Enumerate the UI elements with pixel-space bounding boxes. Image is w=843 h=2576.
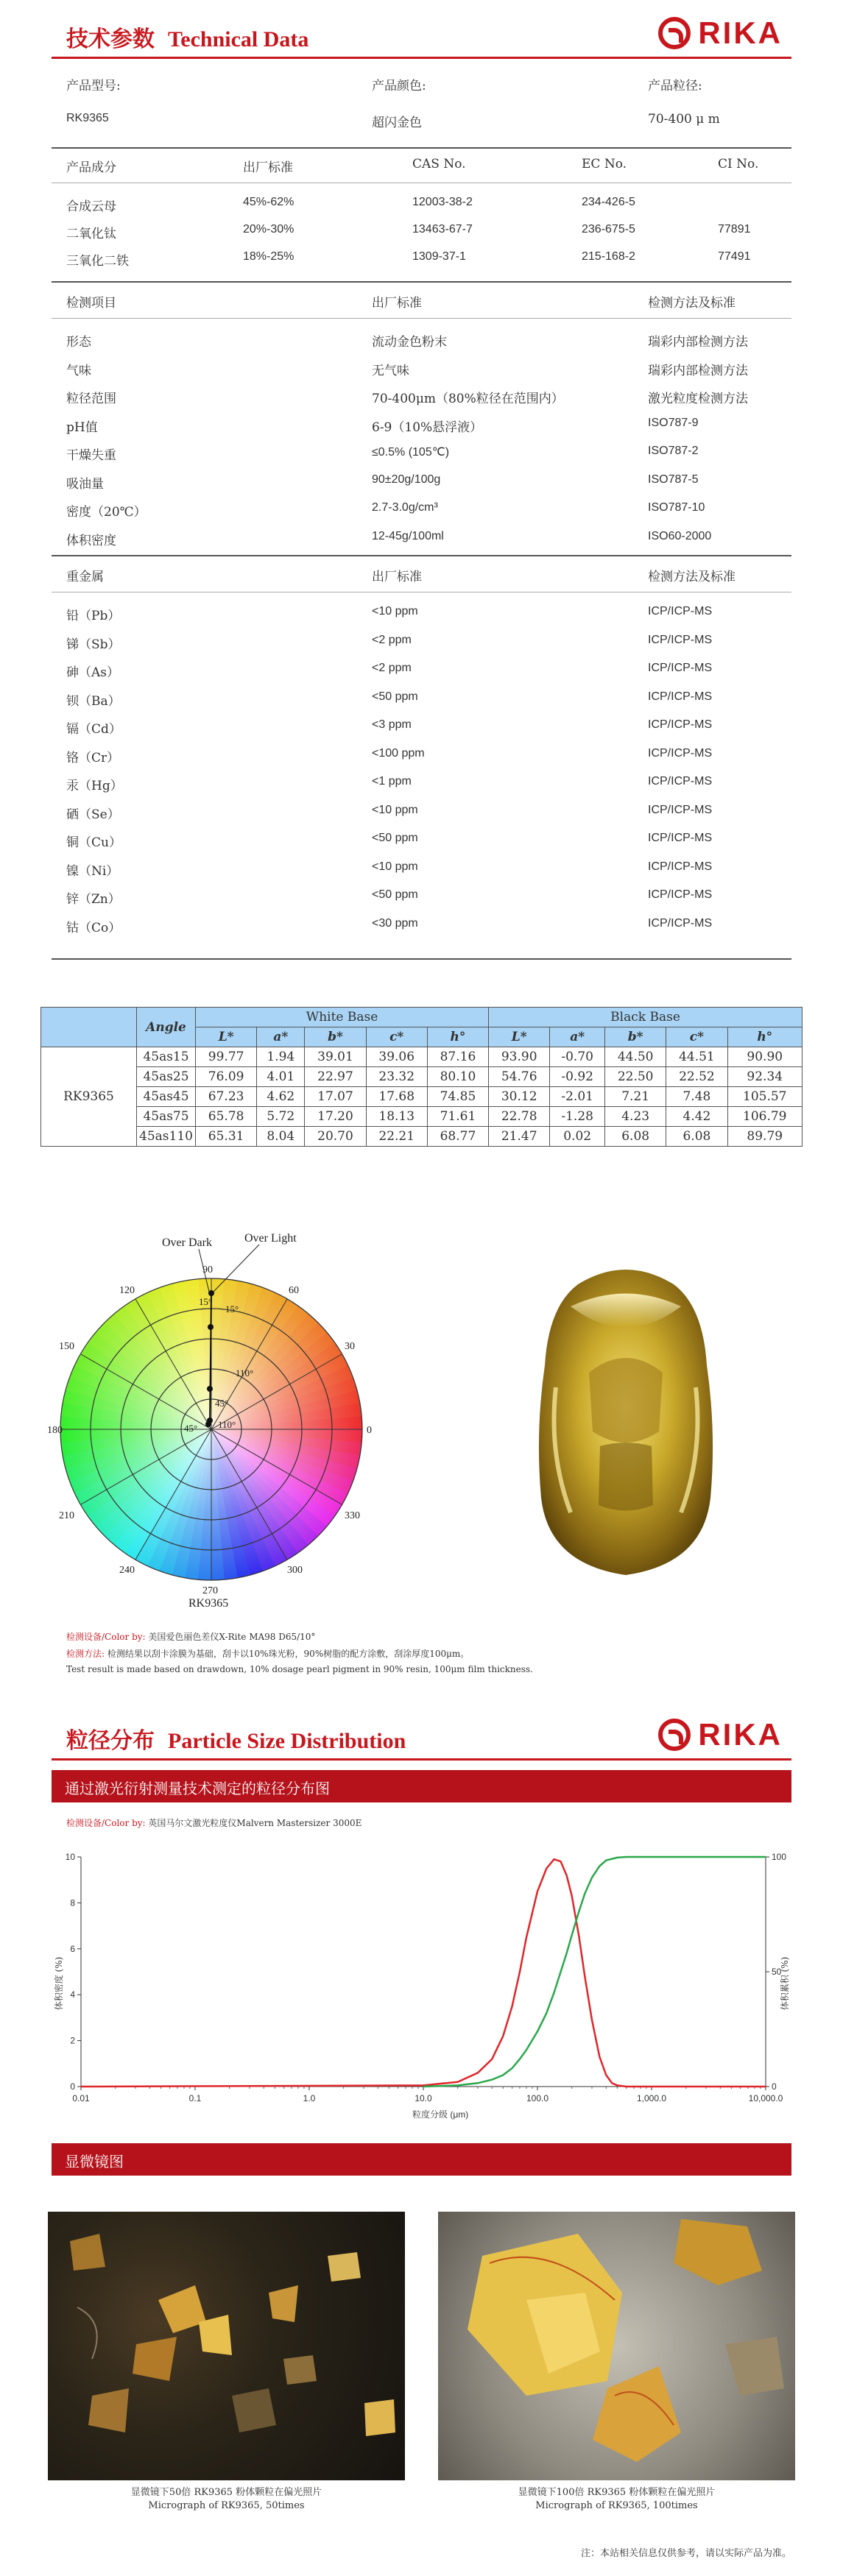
over-light-label: Over Light (244, 1232, 297, 1245)
angle-cell: 45as45 (137, 1087, 196, 1107)
color-label: 产品颜色: (372, 79, 426, 93)
divider (52, 147, 791, 149)
color-value: 超闪金色 (372, 116, 422, 130)
metals-header: 检测方法及标准 (648, 570, 736, 584)
psd-chart (52, 1844, 795, 2123)
y-tick-label-left: 6 (70, 1943, 75, 1954)
value-cell: 18.13 (366, 1107, 427, 1127)
caption-cn: 显微镜下100倍 RK9365 粉体颗粒在偏光照片 (518, 2487, 716, 2498)
value-cell: 8.04 (257, 1127, 305, 1147)
caption-cn: 显微镜下50倍 RK9365 粉体颗粒在偏光照片 (130, 2487, 322, 2498)
value-cell: 44.50 (605, 1047, 666, 1067)
comp-cell: 13463-67-7 (412, 223, 473, 236)
metal-cell: 汞（Hg） (66, 779, 123, 793)
header-rule (52, 57, 791, 59)
tech-data-header (52, 7, 791, 59)
metal-cell: <2 ppm (372, 633, 412, 646)
value-cell: 4.62 (257, 1087, 305, 1107)
logo-text: RIKA (698, 15, 783, 50)
micrograph-100x-image (438, 2212, 795, 2480)
metal-cell: <100 ppm (372, 746, 425, 760)
x-tick-label: 1.0 (303, 2093, 316, 2103)
metal-cell: 锌（Zn） (66, 892, 121, 907)
metal-cell: <10 ppm (372, 860, 418, 873)
mark-15-light: 15° (225, 1303, 239, 1314)
value-cell: 90.90 (727, 1047, 802, 1067)
mark-45-b: 45° (184, 1423, 198, 1434)
test-cell: 激光粒度检测方法 (648, 392, 748, 406)
value-cell: 22.97 (305, 1067, 366, 1087)
color-col-header: h° (427, 1027, 488, 1047)
metal-cell: 钡（Ba） (66, 693, 121, 709)
comp-cell: 20%-30% (243, 223, 294, 236)
value-cell: -0.70 (550, 1047, 605, 1067)
value-cell: 106.79 (727, 1107, 802, 1127)
blank-cell (41, 1008, 137, 1047)
value-cell: 87.16 (427, 1047, 488, 1067)
value-cell: 92.34 (727, 1067, 802, 1087)
test-cell: 90±20g/100g (372, 473, 441, 486)
logo-text: RIKA (698, 1717, 783, 1752)
value-cell: -2.01 (550, 1087, 605, 1107)
white-base-header: White Base (196, 1008, 489, 1027)
equip-label: 检测设备/Color by: (66, 1632, 146, 1642)
metal-cell: 锑（Sb） (66, 637, 121, 652)
angle-30: 30 (345, 1341, 355, 1352)
value-cell: 65.31 (196, 1127, 257, 1147)
x-tick-label: 10,000.0 (748, 2093, 783, 2103)
color-wheel (47, 1225, 398, 1610)
value-cell: 23.32 (366, 1067, 427, 1087)
value-cell: 6.08 (605, 1127, 666, 1147)
title-en: Technical Data (168, 27, 309, 52)
rika-logo (658, 16, 783, 50)
title-cn: 技术参数 (66, 26, 155, 52)
rika-logo (658, 1718, 783, 1752)
angle-cell: 45as25 (137, 1067, 196, 1087)
metal-cell: ICP/ICP-MS (648, 775, 713, 788)
footer-note: 注：本站相关信息仅供参考，请以实际产品为准。 (580, 2548, 791, 2559)
metal-cell: <50 ppm (372, 690, 418, 703)
test-cell: 12-45g/100ml (372, 529, 444, 542)
x-axis-label: 粒度分级 (μm) (412, 2109, 469, 2120)
equipment-note (66, 1630, 315, 1643)
angle-180: 180 (47, 1425, 63, 1436)
x-tick-label: 100.0 (526, 2093, 549, 2103)
test-cell: 粒径范围 (66, 392, 116, 406)
method-value: 检测结果以刮卡涂膜为基础，刮卡以10%珠光粉，90%树脂的配方涂敷，刮涂厚度100μm。 (107, 1649, 470, 1659)
metal-cell: <50 ppm (372, 832, 418, 844)
value-cell: 4.23 (605, 1107, 666, 1127)
angle-cell: 45as110 (137, 1127, 196, 1147)
metal-cell: 镍（Ni） (66, 863, 119, 879)
metal-cell: <10 ppm (372, 605, 418, 618)
test-cell: 形态 (66, 335, 91, 350)
value-cell: 30.12 (489, 1087, 550, 1107)
value-cell: 20.70 (305, 1127, 366, 1147)
angle-60: 60 (289, 1285, 299, 1296)
mark-110-b: 110° (218, 1419, 236, 1430)
table-row (41, 1087, 803, 1107)
metal-cell: 铅（Pb） (66, 609, 121, 623)
test-cell: ISO787-5 (648, 473, 699, 486)
value-cell: 17.20 (305, 1107, 366, 1127)
value-cell: 1.94 (257, 1047, 305, 1067)
y-tick-label-left: 2 (70, 2035, 75, 2046)
volume-density-line (81, 1859, 766, 2087)
test-cell: 6-9（10%悬浮液） (372, 420, 483, 435)
mark-110: 110° (236, 1367, 254, 1379)
model-label: 产品型号: (66, 79, 121, 93)
angle-240: 240 (119, 1565, 135, 1576)
table-row (41, 1047, 803, 1067)
micrograph-100x (438, 2212, 795, 2480)
color-col-header: a* (257, 1027, 305, 1047)
y-tick-label-right: 0 (772, 2081, 777, 2092)
metal-cell: ICP/ICP-MS (648, 803, 713, 816)
metal-cell: 硒（Se） (66, 807, 120, 822)
method-note (66, 1647, 469, 1660)
value-cell: 17.68 (366, 1087, 427, 1107)
micrograph-50x (48, 2212, 405, 2480)
equip-value: 英国马尔文激光粒度仪Malvern Mastersizer 3000E (148, 1818, 362, 1828)
value-cell: 7.21 (605, 1087, 666, 1107)
divider (52, 555, 791, 556)
psd-equipment-note (66, 1816, 361, 1829)
color-col-header: L* (196, 1027, 257, 1047)
value-cell: -0.92 (550, 1067, 605, 1087)
rika-r-icon (658, 17, 691, 49)
value-cell: 4.42 (666, 1107, 727, 1127)
comp-header: 产品成分 (66, 160, 116, 175)
test-cell: 吸油量 (66, 476, 104, 492)
title-cn: 粒径分布 (66, 1728, 155, 1754)
metal-cell: <30 ppm (372, 916, 418, 930)
metal-cell: 铜（Cu） (66, 835, 121, 850)
metals-header: 出厂标准 (372, 570, 422, 584)
angle-header: Angle (137, 1008, 196, 1047)
value-cell: 6.08 (666, 1127, 727, 1147)
value-cell: -1.28 (550, 1107, 605, 1127)
test-cell: 瑞彩内部检测方法 (648, 363, 748, 378)
comp-cell: 合成云母 (66, 199, 116, 214)
value-cell: 65.78 (196, 1107, 257, 1127)
tech-data-title (66, 21, 308, 53)
angle-cell: 45as15 (137, 1047, 196, 1067)
y-tick-label-left: 0 (70, 2081, 75, 2092)
value-cell: 76.09 (196, 1067, 257, 1087)
tests-header: 出厂标准 (372, 296, 422, 311)
metal-cell: 镉（Cd） (66, 722, 121, 737)
y-tick-label-left: 10 (65, 1852, 75, 1862)
value-cell: 89.79 (727, 1127, 802, 1147)
tests-header: 检测方法及标准 (648, 296, 736, 311)
comp-cell: 77491 (718, 250, 751, 263)
color-col-header: c* (366, 1027, 427, 1047)
value-cell: 99.77 (196, 1047, 257, 1067)
color-col-header: b* (305, 1027, 366, 1047)
x-tick-label: 1,000.0 (636, 2093, 667, 2103)
title-en: Particle Size Distribution (168, 1729, 406, 1753)
metal-cell: ICP/ICP-MS (648, 718, 713, 731)
value-cell: 22.21 (366, 1127, 427, 1147)
psd-chart-svg (52, 1844, 795, 2123)
metal-cell: ICP/ICP-MS (648, 746, 713, 760)
comp-header: EC No. (582, 157, 627, 171)
psd-header (52, 1709, 791, 1761)
micrograph-50x-caption (48, 2486, 405, 2513)
test-cell: 体积密度 (66, 533, 116, 548)
value-cell: 105.57 (727, 1087, 802, 1107)
value-cell: 7.48 (666, 1087, 727, 1107)
metal-cell: ICP/ICP-MS (648, 832, 713, 844)
value-cell: 54.76 (489, 1067, 550, 1087)
metal-cell: <1 ppm (372, 775, 412, 788)
micrograph-50x-image (48, 2212, 405, 2480)
angle-270: 270 (202, 1585, 218, 1596)
value-cell: 22.50 (605, 1067, 666, 1087)
comp-cell: 12003-38-2 (412, 196, 473, 208)
model-value: RK9365 (66, 112, 109, 124)
metal-cell: <2 ppm (372, 662, 412, 674)
angle-0: 0 (367, 1425, 372, 1436)
tests-header: 检测项目 (66, 296, 116, 311)
metal-cell: 钴（Co） (66, 920, 121, 935)
value-cell: 39.06 (366, 1047, 427, 1067)
angle-90: 90 (202, 1264, 213, 1275)
comp-cell: 18%-25% (243, 250, 294, 263)
car-sample-graphic (526, 1262, 725, 1579)
value-cell: 4.01 (257, 1067, 305, 1087)
metal-cell: <50 ppm (372, 888, 418, 901)
value-cell: 22.52 (666, 1067, 727, 1087)
size-label: 产品粒径: (648, 79, 702, 93)
test-cell: ISO60-2000 (648, 529, 712, 542)
wheel-caption: RK9365 (188, 1597, 229, 1610)
metal-cell: ICP/ICP-MS (648, 860, 713, 873)
divider (52, 958, 791, 960)
comp-header: CI No. (718, 157, 759, 171)
mark-45: 45° (215, 1398, 229, 1409)
color-data-table (40, 1007, 803, 1147)
y-tick-label-right: 50 (772, 1967, 782, 1977)
color-col-header: h° (727, 1027, 802, 1047)
test-cell: 无气味 (372, 363, 409, 378)
caption-en: Micrograph of RK9365, 100times (535, 2500, 698, 2511)
color-wheel-graphic (47, 1225, 398, 1610)
color-col-header: c* (666, 1027, 727, 1047)
car-color-sample (526, 1262, 725, 1579)
test-cell: pH值 (66, 420, 98, 435)
table-row (41, 1107, 803, 1127)
metal-cell: ICP/ICP-MS (648, 916, 713, 930)
table-row (41, 1127, 803, 1147)
black-base-header: Black Base (489, 1008, 803, 1027)
test-cell: 气味 (66, 363, 91, 378)
metal-cell: ICP/ICP-MS (648, 690, 713, 703)
test-cell: 密度（20℃） (66, 505, 147, 520)
comp-cell: 215-168-2 (582, 250, 635, 263)
value-cell: 74.85 (427, 1087, 488, 1107)
value-cell: 93.90 (489, 1047, 550, 1067)
size-value: 70-400 μ m (648, 112, 720, 127)
divider (52, 318, 791, 319)
micrograph-banner: 显微镜图 (52, 2143, 791, 2176)
x-tick-label: 0.01 (72, 2093, 90, 2103)
header-rule (52, 1758, 791, 1761)
divider (52, 281, 791, 283)
metal-cell: <3 ppm (372, 718, 412, 731)
color-col-header: b* (605, 1027, 666, 1047)
comp-cell: 77891 (718, 223, 751, 236)
angle-210: 210 (59, 1510, 74, 1521)
equip-label: 检测设备/Color by: (66, 1818, 146, 1828)
value-cell: 44.51 (666, 1047, 727, 1067)
product-cell: RK9365 (41, 1047, 137, 1147)
y-tick-label-left: 8 (70, 1897, 75, 1908)
comp-cell: 三氧化二铁 (66, 254, 129, 269)
psd-banner: 通过激光衍射测量技术测定的粒径分布图 (52, 1770, 791, 1802)
value-cell: 17.07 (305, 1087, 366, 1107)
method-note-en: Test result is made based on drawdown, 10% dosage pearl pigment in 90% resin, 100μm film thickness. (66, 1664, 533, 1674)
value-cell: 0.02 (550, 1127, 605, 1147)
table-row (41, 1067, 803, 1087)
x-tick-label: 0.1 (188, 2093, 202, 2103)
angle-120: 120 (119, 1285, 135, 1296)
test-cell: 干燥失重 (66, 448, 116, 463)
metal-cell: <10 ppm (372, 803, 418, 816)
angle-300: 300 (287, 1565, 303, 1576)
cumulative-volume-line (423, 1857, 766, 2087)
method-label: 检测方法: (66, 1649, 105, 1659)
test-cell: ISO787-10 (648, 501, 705, 514)
comp-cell: 236-675-5 (582, 223, 635, 236)
test-cell: ISO787-2 (648, 445, 699, 457)
comp-cell: 45%-62% (243, 196, 294, 208)
value-cell: 22.78 (489, 1107, 550, 1127)
metal-cell: ICP/ICP-MS (648, 662, 713, 674)
test-cell: ≤0.5% (105℃) (372, 446, 450, 459)
metal-cell: ICP/ICP-MS (648, 888, 713, 901)
comp-header: CAS No. (412, 157, 466, 171)
metals-header: 重金属 (66, 570, 104, 584)
metal-cell: ICP/ICP-MS (648, 633, 713, 646)
color-col-header: a* (550, 1027, 605, 1047)
value-cell: 5.72 (257, 1107, 305, 1127)
comp-cell: 234-426-5 (582, 196, 635, 208)
angle-150: 150 (59, 1341, 74, 1352)
value-cell: 39.01 (305, 1047, 366, 1067)
value-cell: 68.77 (427, 1127, 488, 1147)
value-cell: 71.61 (427, 1107, 488, 1127)
caption-en: Micrograph of RK9365, 50times (148, 2500, 305, 2511)
test-cell: 瑞彩内部检测方法 (648, 335, 748, 350)
angle-cell: 45as75 (137, 1107, 196, 1127)
y-tick-label-left: 4 (70, 1989, 75, 2000)
mark-15-dark: 15° (199, 1296, 213, 1307)
color-col-header: L* (489, 1027, 550, 1047)
x-tick-label: 10.0 (415, 2093, 432, 2103)
test-cell: 70-400μm（80%粒径在范围内） (372, 392, 564, 406)
rika-r-icon (658, 1719, 691, 1751)
metal-cell: 铬（Cr） (66, 750, 120, 765)
micrograph-100x-caption (438, 2486, 795, 2513)
equip-value: 美国爱色丽色差仪X-Rite MA98 D65/10° (148, 1632, 316, 1642)
comp-header: 出厂标准 (243, 160, 293, 175)
y-axis-label-right: 体积累积 (%) (780, 1956, 790, 2011)
y-axis-label-left: 体积密度 (%) (54, 1956, 64, 2011)
y-tick-label-right: 100 (772, 1852, 787, 1862)
psd-title (66, 1722, 406, 1755)
test-cell: 流动金色粉末 (372, 335, 447, 350)
angle-330: 330 (345, 1510, 360, 1521)
test-cell: ISO787-9 (648, 416, 699, 429)
comp-cell: 二氧化钛 (66, 227, 116, 241)
value-cell: 80.10 (427, 1067, 488, 1087)
value-cell: 21.47 (489, 1127, 550, 1147)
metal-cell: 砷（As） (66, 665, 120, 680)
value-cell: 67.23 (196, 1087, 257, 1107)
over-dark-label: Over Dark (162, 1236, 212, 1249)
metal-cell: ICP/ICP-MS (648, 605, 713, 618)
comp-cell: 1309-37-1 (412, 250, 466, 263)
test-cell: 2.7-3.0g/cm³ (372, 501, 438, 514)
